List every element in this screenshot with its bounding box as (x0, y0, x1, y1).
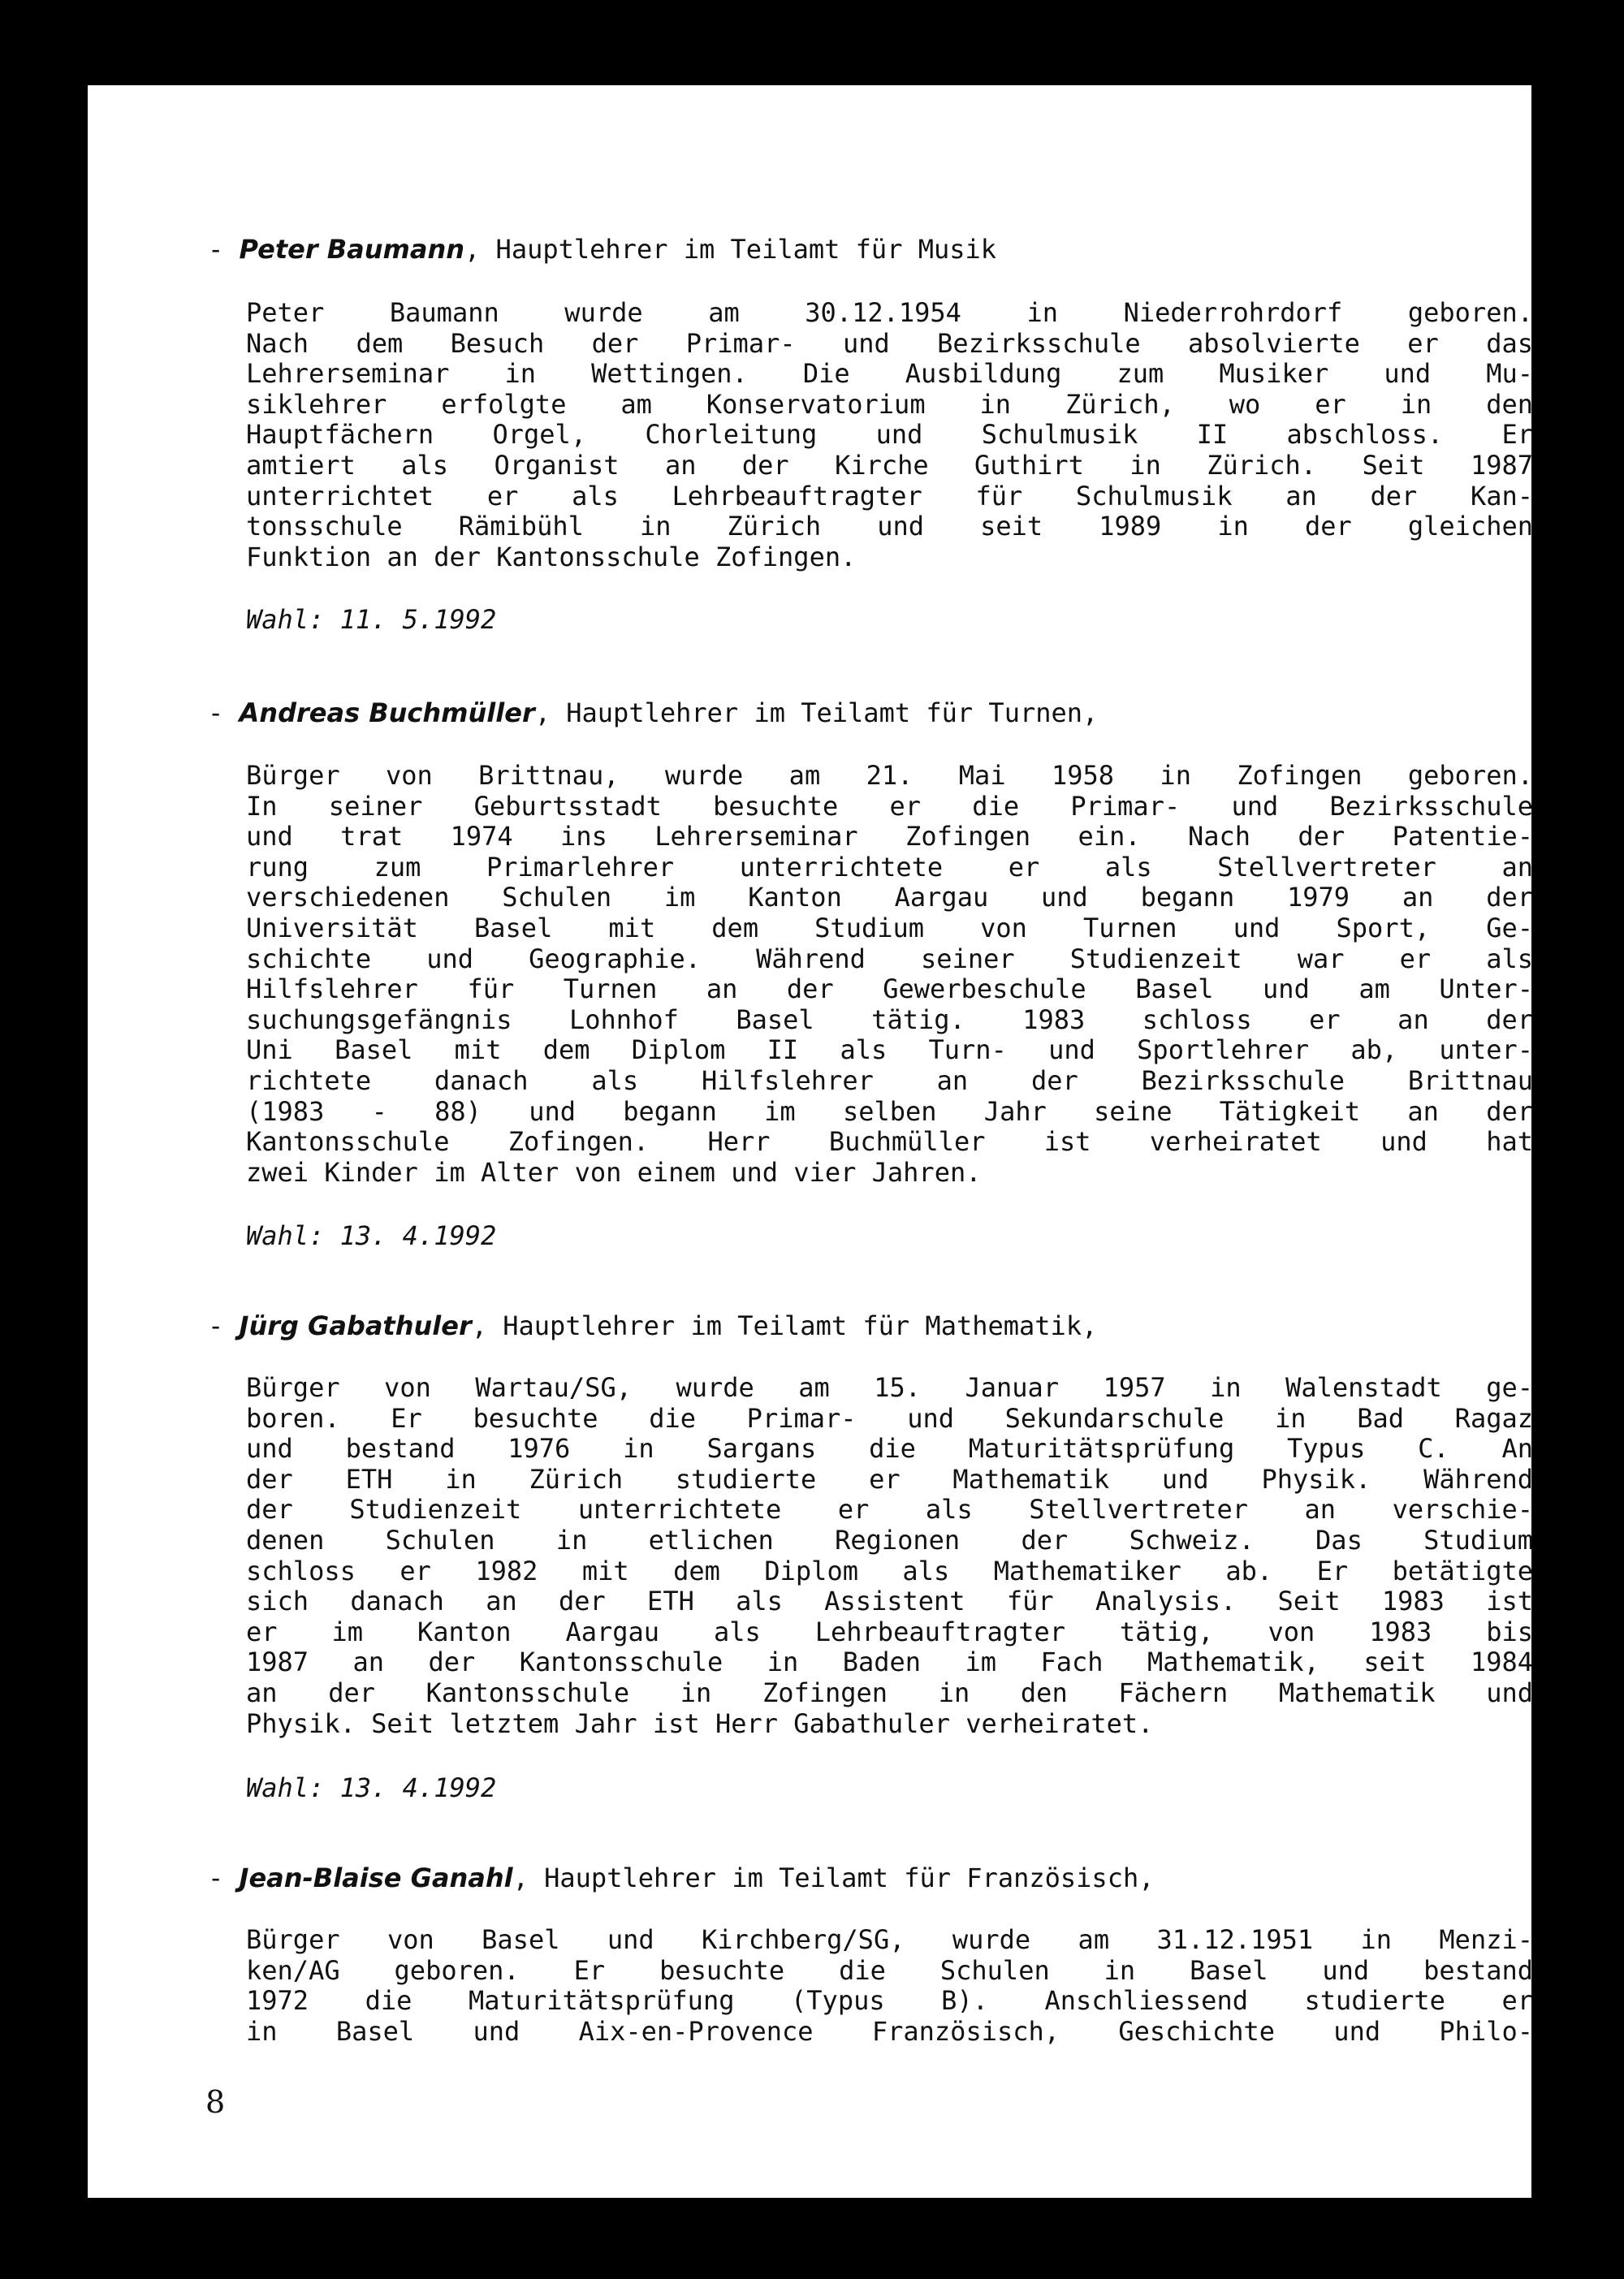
text-line: zwei Kinder im Alter von einem und vier Jahren. (246, 1156, 982, 1188)
text-line: richtete danach als Hilfslehrer an der Bezirksschule Brittnau (246, 1064, 1533, 1096)
text-line: Bürger von Brittnau, wurde am 21. Mai 1958 in Zofingen geboren. (246, 760, 1533, 791)
text-line: Bürger von Basel und Kirchberg/SG, wurde am 31.12.1951 in Menzi- (246, 1924, 1533, 1955)
text-line: unterrichtet er als Lehrbeauftragter für Schulmusik an der Kan- (246, 480, 1533, 511)
election-date: Wahl: 11. 5.1992 (246, 604, 497, 635)
text-line: Physik. Seit letztem Jahr ist Herr Gabathuler verheiratet. (246, 1707, 1154, 1739)
text-line: verschiedenen Schulen im Kanton Aargau und begann 1979 an der (246, 882, 1533, 913)
text-line: Bürger von Wartau/SG, wurde am 15. Januar 1957 in Walenstadt ge- (246, 1372, 1533, 1403)
entry-paragraph (246, 1373, 1533, 1739)
text-line: Lehrerseminar in Wettingen. Die Ausbildung zum Musiker und Mu- (246, 358, 1533, 390)
text-line: (1983 - 88) und begann im selben Jahr seine Tätigkeit an der (246, 1095, 1533, 1127)
text-line: boren. Er besuchte die Primar- und Sekundarschule in Bad Ragaz (246, 1402, 1533, 1434)
document-page (88, 85, 1531, 2198)
election-date: Wahl: 13. 4.1992 (246, 1772, 497, 1803)
text-line: Hilfslehrer für Turnen an der Gewerbeschule Basel und am Unter- (246, 973, 1533, 1005)
text-line: und trat 1974 ins Lehrerseminar Zofingen ein. Nach der Patentie- (246, 821, 1533, 852)
text-line: schichte und Geographie. Während seiner Studienzeit war er als (246, 943, 1533, 974)
text-line: Kantonsschule Zofingen. Herr Buchmüller ist verheiratet und hat (246, 1126, 1533, 1158)
text-line: Hauptfächern Orgel, Chorleitung und Schulmusik II abschloss. Er (246, 419, 1533, 451)
person-name: Jürg Gabathuler (239, 1310, 472, 1341)
person-name: Jean-Blaise Ganahl (239, 1862, 513, 1893)
text-line: in Basel und Aix-en-Provence Französisch, Geschichte und Philo- (246, 2015, 1533, 2047)
text-line: 1972 die Maturitätsprüfung (Typus B). Anschliessend studierte er (246, 1985, 1533, 2017)
entry-paragraph (246, 1925, 1533, 2047)
text-line: Universität Basel mit dem Studium von Turnen und Sport, Ge- (246, 912, 1533, 943)
text-line: ken/AG geboren. Er besuchte die Schulen in Basel und bestand (246, 1954, 1533, 1986)
text-line: sich danach an der ETH als Assistent für Analysis. Seit 1983 ist (246, 1586, 1533, 1617)
text-line: der Studienzeit unterrichtete er als Stellvertreter an verschie- (246, 1494, 1533, 1526)
dash: - (208, 234, 240, 265)
role-description: , Hauptlehrer im Teilamt für Turnen, (534, 697, 1099, 728)
text-line: Uni Basel mit dem Diplom II als Turn- und Sportlehrer ab, unter- (246, 1034, 1533, 1066)
text-line: tonsschule Rämibühl in Zürich und seit 1989 in der gleichen (246, 511, 1533, 542)
text-line: schloss er 1982 mit dem Diplom als Mathematiker ab. Er betätigte (246, 1555, 1533, 1586)
text-line: siklehrer erfolgte am Konservatorium in Zürich, wo er in den (246, 388, 1533, 420)
text-line: er im Kanton Aargau als Lehrbeauftragter tätig, von 1983 bis (246, 1616, 1533, 1647)
entry-heading (208, 1862, 1154, 1894)
dash: - (208, 697, 240, 728)
text-line: Nach dem Besuch der Primar- und Bezirksschule absolvierte er das (246, 327, 1533, 359)
role-description: , Hauptlehrer im Teilamt für Musik (464, 234, 997, 265)
text-line: denen Schulen in etlichen Regionen der Schweiz. Das Studium (246, 1524, 1533, 1556)
text-line: rung zum Primarlehrer unterrichtete er als Stellvertreter an (246, 851, 1533, 883)
entry-heading (208, 1310, 1097, 1342)
dash: - (208, 1862, 240, 1893)
text-line: Funktion an der Kantonsschule Zofingen. (246, 541, 857, 572)
person-name: Andreas Buchmüller (239, 697, 535, 728)
text-line: und bestand 1976 in Sargans die Maturitätsprüfung Typus C. An (246, 1433, 1533, 1465)
role-description: , Hauptlehrer im Teilamt für Mathematik, (471, 1310, 1098, 1341)
entry-heading (208, 233, 996, 265)
role-description: , Hauptlehrer im Teilamt für Französisch, (512, 1862, 1155, 1893)
election-date: Wahl: 13. 4.1992 (246, 1220, 497, 1251)
page-number: 8 (205, 2084, 226, 2120)
entry-paragraph (246, 761, 1533, 1188)
entry-paragraph (246, 298, 1533, 572)
text-line: suchungsgefängnis Lohnhof Basel tätig. 1983 schloss er an der (246, 1004, 1533, 1035)
dash: - (208, 1310, 240, 1341)
text-line: In seiner Geburtsstadt besuchte er die Primar- und Bezirksschule (246, 790, 1533, 822)
text-line: Peter Baumann wurde am 30.12.1954 in Niederrohrdorf geboren. (246, 297, 1533, 328)
text-line: der ETH in Zürich studierte er Mathematik und Physik. Während (246, 1463, 1533, 1495)
text-line: amtiert als Organist an der Kirche Guthirt in Zürich. Seit 1987 (246, 449, 1533, 481)
text-line: 1987 an der Kantonsschule in Baden im Fach Mathematik, seit 1984 (246, 1647, 1533, 1678)
text-line: an der Kantonsschule in Zofingen in den Fächern Mathematik und (246, 1677, 1533, 1708)
person-name: Peter Baumann (239, 234, 465, 265)
entry-heading (208, 697, 1098, 729)
